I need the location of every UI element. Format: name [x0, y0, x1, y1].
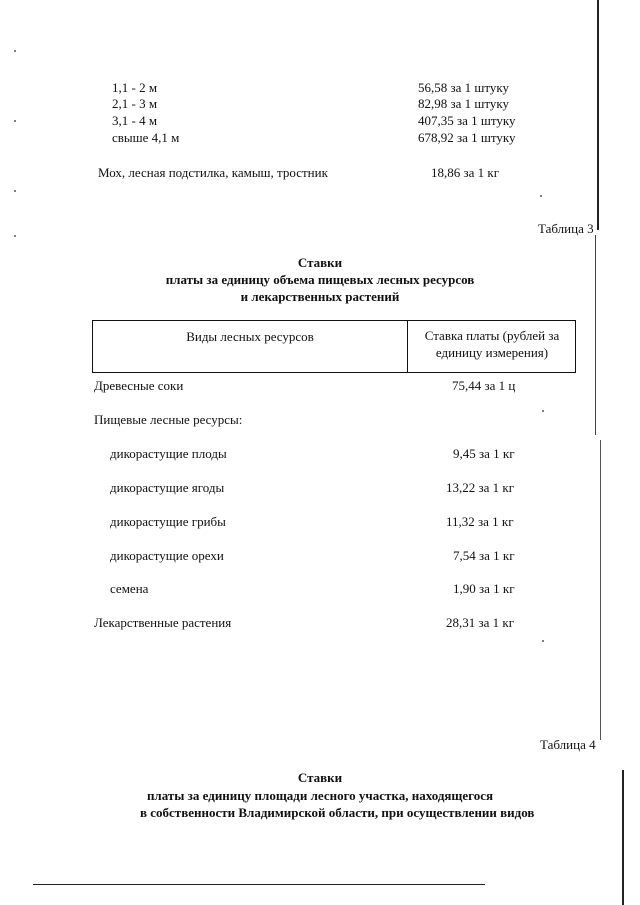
footnote-rule [33, 884, 485, 885]
scan-dot [14, 50, 16, 52]
table4-number: Таблица 4 [540, 737, 596, 752]
table3-col1-header: Виды лесных ресурсов [186, 329, 314, 344]
table3-row-rate: 28,31 за 1 кг [446, 615, 515, 630]
scan-dot [14, 235, 16, 237]
table3-row-rate: 1,90 за 1 кг [453, 581, 515, 596]
moss-row-label: Мох, лесная подстилка, камыш, тростник [98, 165, 328, 180]
table3-row-label: дикорастущие плоды [110, 446, 227, 461]
table3-row-rate: 75,44 за 1 ц [452, 378, 516, 393]
scan-edge-line [595, 235, 596, 435]
table3-number: Таблица 3 [538, 221, 594, 236]
table3-subtitle-line2: и лекарственных растений [240, 289, 400, 304]
scan-dot [14, 190, 16, 192]
table3-header [92, 320, 576, 373]
scan-dot [540, 195, 542, 197]
table3-title: Ставки [297, 255, 343, 270]
table3-row-label: Лекарственные растения [94, 615, 232, 630]
table3-row-rate: 11,32 за 1 кг [446, 514, 514, 529]
table3-row-label: семена [110, 581, 149, 596]
table3-row-rate: 13,22 за 1 кг [446, 480, 515, 495]
table4-title: Ставки [297, 770, 343, 785]
table4-subtitle-line1: платы за единицу площади лесного участка, находящегося [146, 788, 494, 803]
table3-row-label: дикорастущие ягоды [110, 480, 225, 495]
size-row-label: 3,1 - 4 м [112, 113, 158, 128]
table3-col2-header: Ставка платы (рублей за единицу измерения) [424, 328, 560, 360]
scan-dot [542, 410, 544, 412]
size-row-label: свыше 4,1 м [112, 130, 180, 145]
table3-row-label: дикорастущие грибы [110, 514, 226, 529]
size-row-rate: 678,92 за 1 штуку [418, 130, 516, 145]
size-row-label: 1,1 - 2 м [112, 80, 158, 95]
scan-dot [14, 120, 16, 122]
table4-subtitle-line2: в собственности Владимирской области, при осуществлении видов [140, 805, 535, 820]
table3-subtitle-line1: платы за единицу объема пищевых лесных ресурсов [165, 272, 475, 287]
scan-edge-line [622, 770, 624, 905]
size-row-label: 2,1 - 3 м [112, 96, 158, 111]
moss-row-rate: 18,86 за 1 кг [431, 165, 500, 180]
table3-row-label: дикорастущие орехи [110, 548, 224, 563]
size-row-rate: 56,58 за 1 штуку [418, 80, 510, 95]
size-row-rate: 82,98 за 1 штуку [418, 96, 510, 111]
table3-row-rate: 9,45 за 1 кг [453, 446, 515, 461]
table3-row-label: Пищевые лесные ресурсы: [94, 412, 243, 427]
scan-dot [542, 640, 544, 642]
table3-row-rate: 7,54 за 1 кг [453, 548, 515, 563]
scan-edge-line [597, 0, 599, 230]
table3-row-label: Древесные соки [94, 378, 184, 393]
scan-edge-line [600, 440, 601, 740]
size-row-rate: 407,35 за 1 штуку [418, 113, 516, 128]
